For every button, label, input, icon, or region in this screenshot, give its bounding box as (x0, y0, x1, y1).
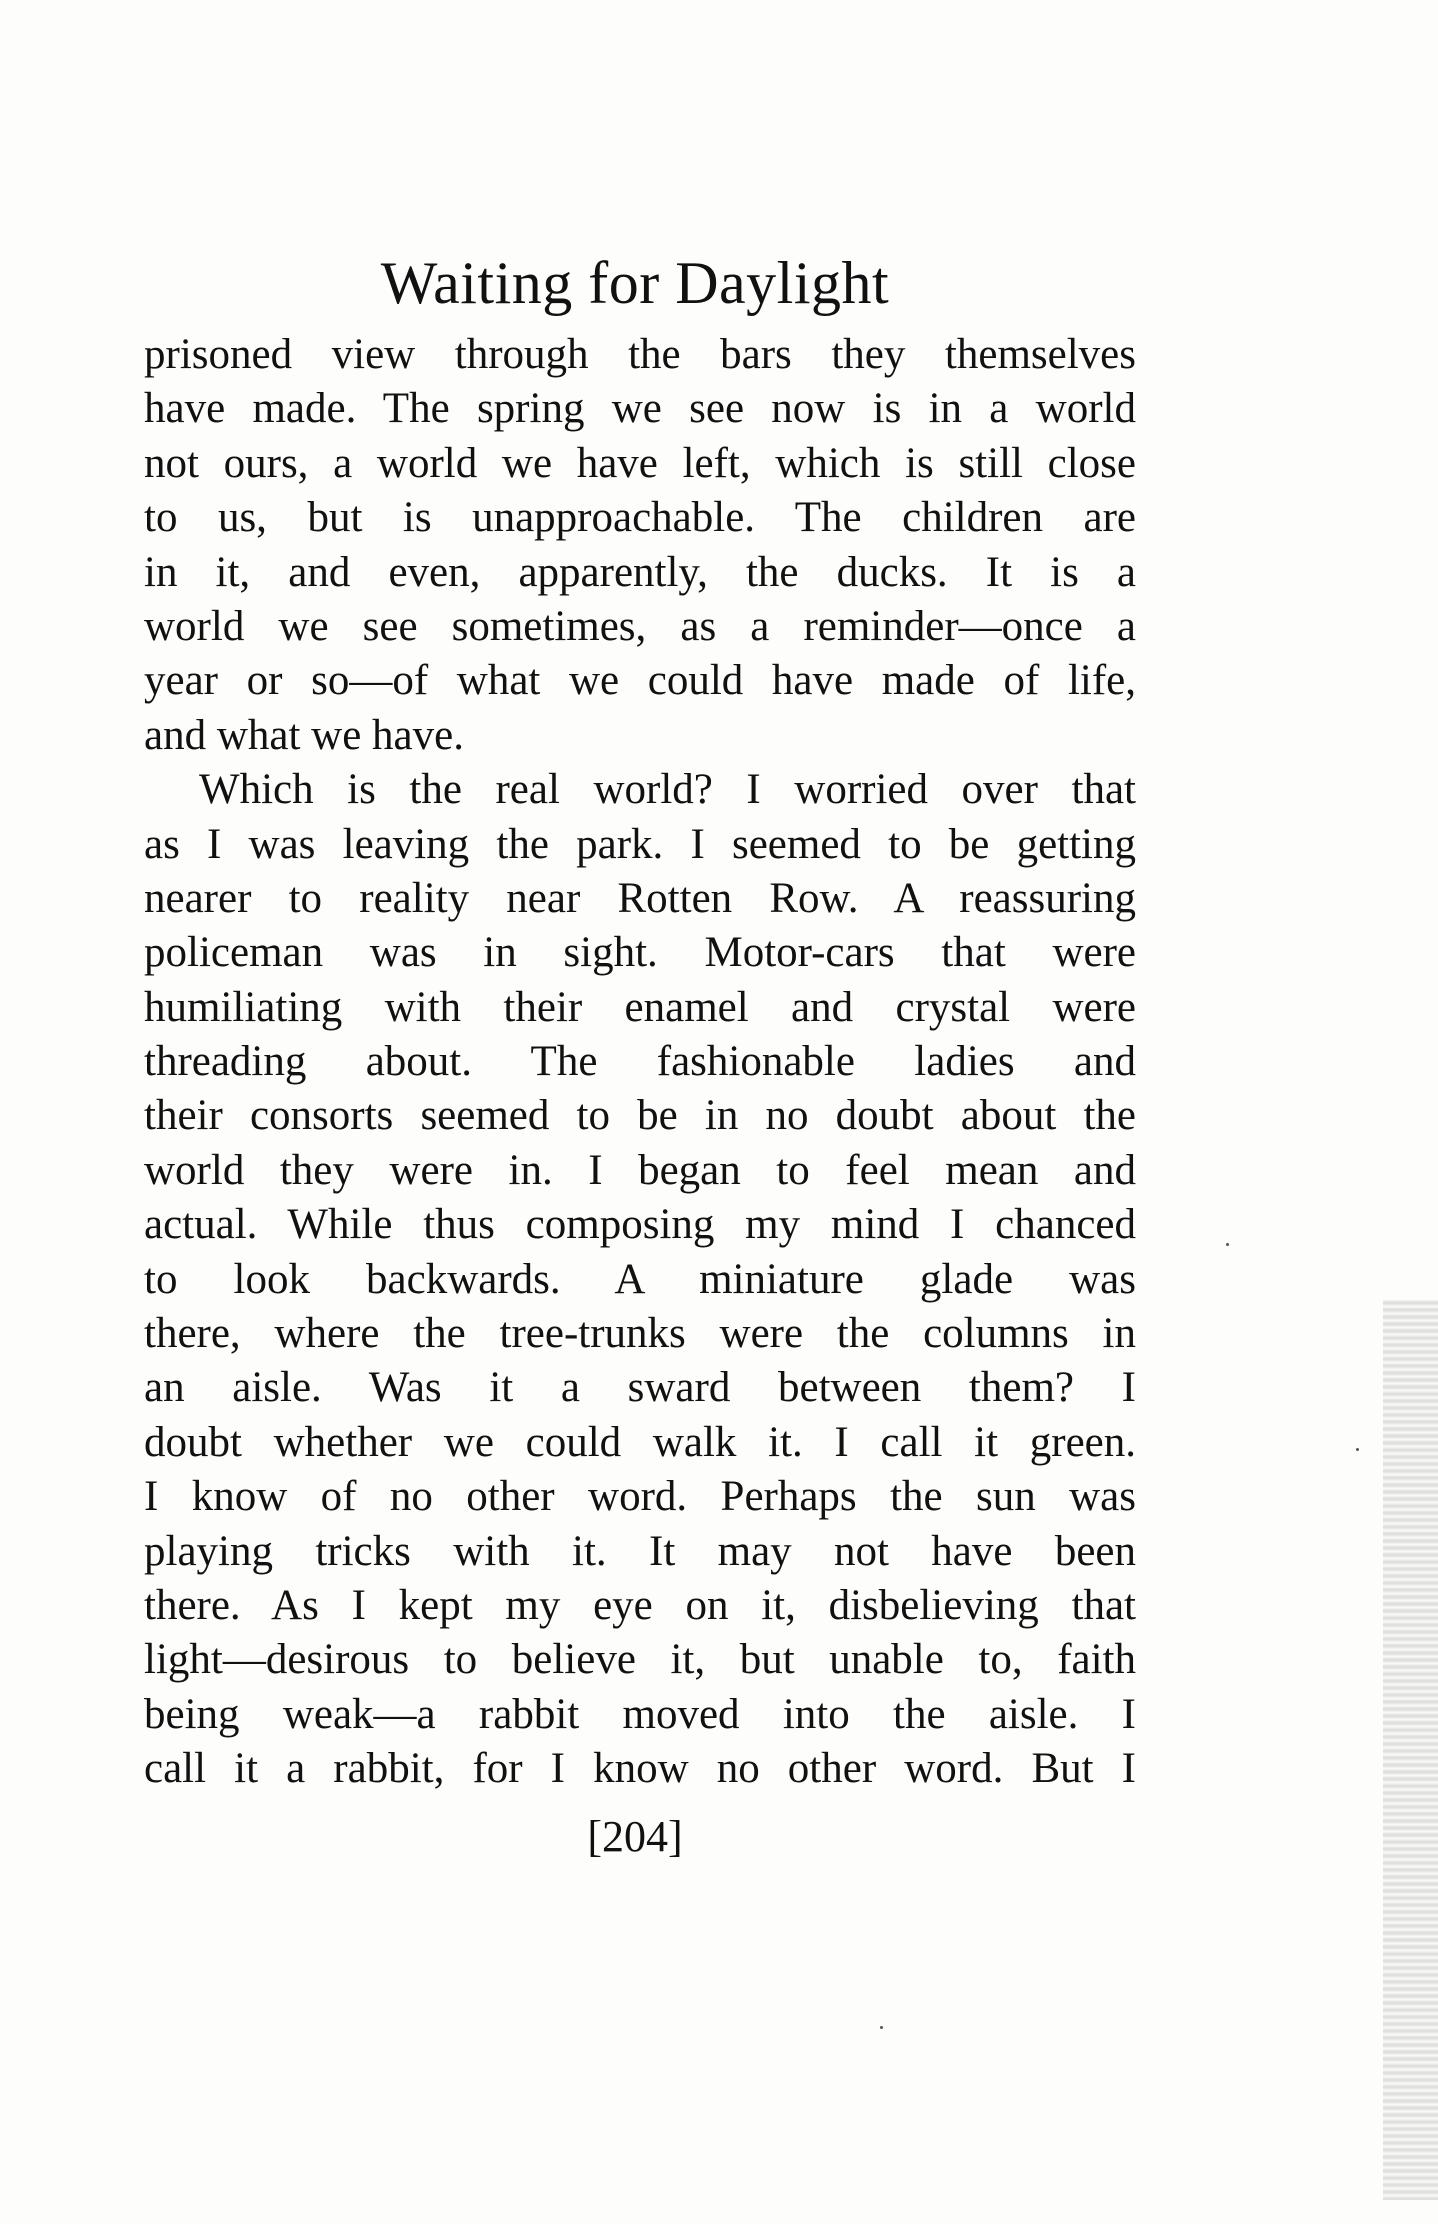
text-line: nearer to reality near Rotten Row. A reassuring (144, 874, 1136, 922)
running-head: Waiting for Daylight (380, 250, 890, 316)
scan-edge-shading (1383, 1300, 1438, 2200)
text-line: Which is the real world? I worried over that (199, 766, 1136, 814)
text-line: and what we have. (144, 711, 464, 759)
page-number: [204] (587, 1812, 683, 1861)
text-line: an aisle. Was it a sward between them? I (144, 1364, 1136, 1412)
scan-speck (880, 2026, 883, 2029)
text-line: humiliating with their enamel and crystal were (144, 983, 1136, 1031)
text-line: playing tricks with it. It may not have been (144, 1527, 1136, 1575)
text-line: world we see sometimes, as a reminder—once a (144, 602, 1136, 650)
text-line: prisoned view through the bars they themselves (144, 331, 1136, 378)
text-line: to look backwards. A miniature glade was (144, 1255, 1136, 1303)
text-line: being weak—a rabbit moved into the aisle. I (144, 1690, 1136, 1738)
text-line: doubt whether we could walk it. I call it green. (144, 1418, 1136, 1466)
text-line: as I was leaving the park. I seemed to be getting (144, 820, 1136, 868)
text-line: there, where the tree-trunks were the columns in (144, 1310, 1136, 1358)
text-line: actual. While thus composing my mind I chanced (144, 1201, 1136, 1249)
body-text (144, 328, 1136, 1797)
text-line: I know of no other word. Perhaps the sun was (144, 1473, 1136, 1521)
text-line: not ours, a world we have left, which is still close (144, 439, 1136, 487)
text-line: to us, but is unapproachable. The children are (144, 494, 1136, 542)
scan-speck (1226, 1243, 1229, 1246)
text-line: call it a rabbit, for I know no other word. But I (144, 1745, 1136, 1793)
text-line: threading about. The fashionable ladies and (144, 1038, 1136, 1086)
text-line: policeman was in sight. Motor-cars that were (144, 929, 1136, 977)
text-line: their consorts seemed to be in no doubt about the (144, 1092, 1136, 1140)
text-line: year or so—of what we could have made of life, (144, 657, 1136, 705)
scan-speck (1356, 1448, 1359, 1451)
text-line: have made. The spring we see now is in a world (144, 385, 1136, 433)
text-line: there. As I kept my eye on it, disbelieving that (144, 1581, 1136, 1629)
text-line: in it, and even, apparently, the ducks. It is a (144, 548, 1136, 596)
text-line: world they were in. I began to feel mean and (144, 1146, 1136, 1194)
text-line: light—desirous to believe it, but unable to, faith (144, 1636, 1136, 1684)
